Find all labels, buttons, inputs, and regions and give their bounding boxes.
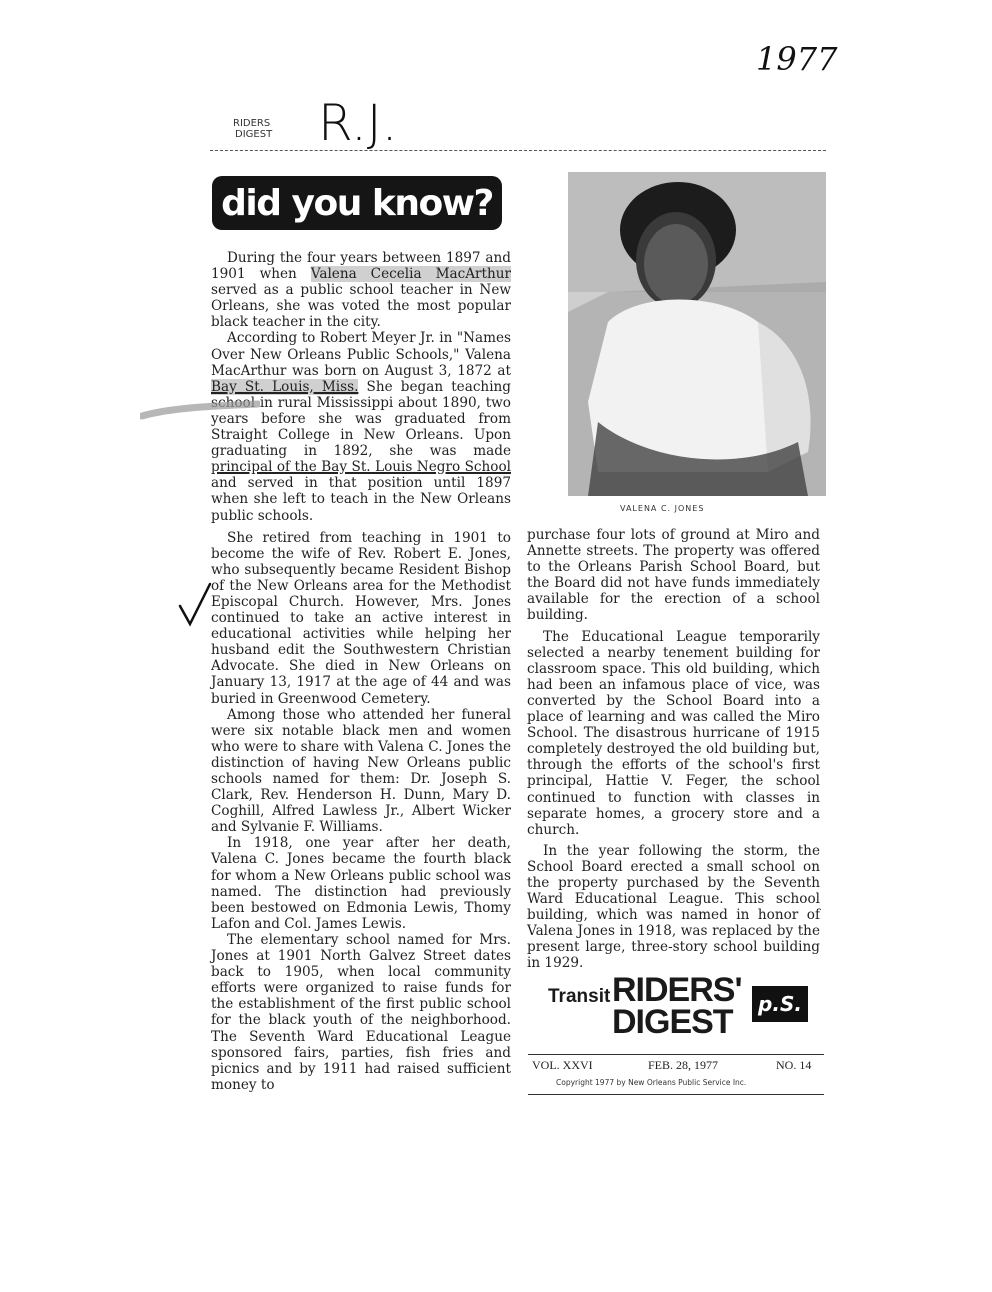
pencil-mark [140, 396, 260, 426]
right-paragraph-2: The Educational League temporarily selected a nearby tenement building for classroom space. This old building, which had been an infamous place of vice, was converted by the School Board into a place of learning and was called the Miro School. The disastrous hurricane of 1915 completely destroyed the old building but, through the efforts of the school's first principal, Hattie V. Feger, the school continued to function with classes in separate homes, a grocery store and a church. [527, 628, 820, 838]
check-mark-icon [176, 580, 216, 630]
paragraph-1: During the four years between 1897 and 1901 when Valena Cecelia MacArthur served as a public school teacher in New Orleans, she was voted the most popular black teacher in the city. [211, 250, 511, 331]
masthead-transit: Transit [548, 986, 611, 1007]
footer-date: FEB. 28, 1977 [648, 1058, 719, 1072]
ps-logo-text: p.S. [758, 992, 802, 1016]
left-column [211, 250, 511, 1093]
masthead-title [612, 971, 742, 1041]
right-paragraph-3: In the year following the storm, the School Board erected a small school on the property purchased by the Seventh Ward Educational League. This school building, which was named in honor of Valena Jones in 1918, was replaced by the present large, three-story school building in 1929. [527, 842, 820, 972]
highlighted-birthplace: Bay St. Louis, Miss. [211, 378, 359, 395]
masthead-riders: RIDERS' [612, 971, 742, 1009]
highlighted-name: Valena Cecelia MacArthur [310, 266, 511, 283]
paragraph-4: Among those who attended her funeral were six notable black men and women who were to share with Valena C. Jones the distinction of having New Orleans public schools named for them: Dr. Joseph S. Clark, Rev. Henderson H. Dunn, Mary D. Coghill, Alfred Lawless Jr., Albert Wicker and Sylvanie F. Williams. [211, 706, 511, 836]
header-logo-line1: RIDERS [233, 118, 271, 129]
handwritten-year: 1977 [756, 40, 838, 78]
footer-volume: VOL. XXVI [532, 1058, 593, 1072]
underlined-principal: principal of the Bay St. Louis Negro School [211, 459, 511, 476]
header-logo-line2: DIGEST [235, 129, 273, 140]
portrait-image [568, 172, 826, 496]
footer-rule-top [528, 1054, 824, 1055]
portrait-photo [568, 172, 826, 496]
header-rule [210, 150, 826, 151]
paragraph-3: She retired from teaching in 1901 to become the wife of Rev. Robert E. Jones, who subsequently became Resident Bishop of the New Orleans area for the Methodist Episcopal Church. However, Mrs. Jones continued to take an active interest in educational activities while helping her husband edit the Southwestern Christian Advocate. She died in New Orleans on January 13, 1917 at the age of 44 and was buried in Greenwood Cemetery. [211, 529, 511, 707]
footer-copyright: Copyright 1977 by New Orleans Public Service Inc. [556, 1078, 747, 1087]
right-column [527, 527, 820, 972]
banner-title: did you know? [221, 182, 493, 224]
paragraph-5: In 1918, one year after her death, Valena C. Jones became the fourth black for whom a New Orleans public school was named. The distinction had previously been bestowed on Edmonia Lewis, Thomy Lafon and Col. James Lewis. [211, 835, 511, 932]
paragraph-2: According to Robert Meyer Jr. in "Names Over New Orleans Public Schools," Valena MacArthur was born on August 3, 1872 at Bay St. Louis, Miss. She began teaching school in rural Mississippi about 1890, two years before she was graduated from Straight College in New Orleans. Upon graduating in 1892, she was made principal of the Bay St. Louis Negro School and served in that position until 1897 when she left to teach in the New Orleans public schools. [211, 330, 511, 524]
footer-rule-bottom [528, 1094, 824, 1095]
ps-logo-icon [752, 986, 808, 1022]
did-you-know-banner [212, 176, 502, 230]
masthead-digest: DIGEST [612, 1003, 733, 1041]
right-paragraph-1: purchase four lots of ground at Miro and Annette streets. The property was offered to the Orleans Parish School Board, but the Board did not have funds immediately available for the erection of a school building. [527, 527, 820, 624]
photo-caption: VALENA C. JONES [620, 504, 705, 513]
paragraph-6: The elementary school named for Mrs. Jones at 1901 North Galvez Street dates back to 1905, when local community efforts were organized to raise funds for the establishment of the first public school for the black youth of the neighborhood. The Seventh Ward Educational League sponsored fairs, parties, fish fries and picnics and by 1911 had raised sufficient money to [211, 931, 511, 1093]
handwritten-initials: R.J. [318, 94, 398, 152]
header-small-logo [213, 118, 272, 140]
footer-number: NO. 14 [776, 1058, 812, 1072]
